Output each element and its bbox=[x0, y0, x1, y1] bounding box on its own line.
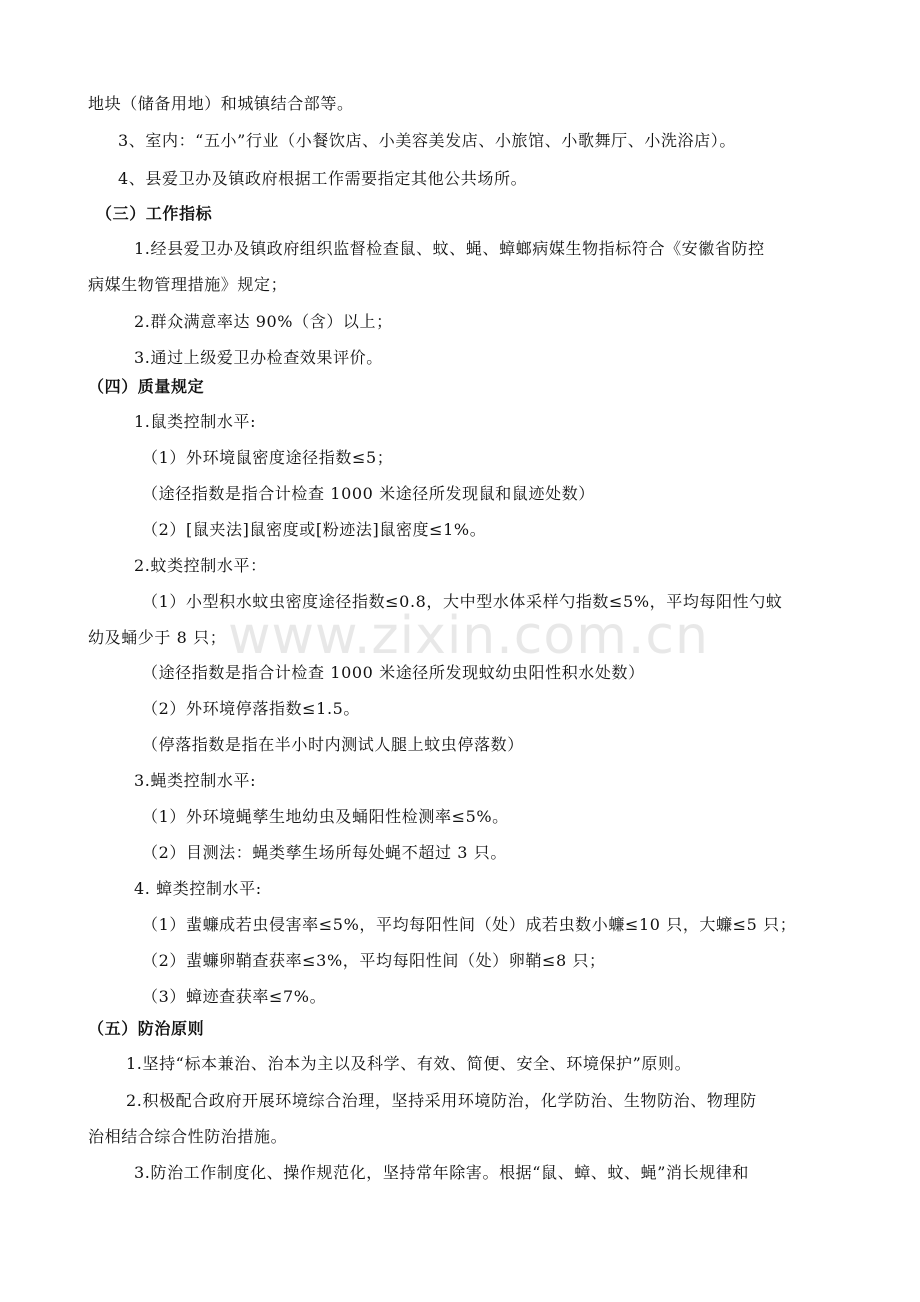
watermark: www.zixin.com.cn bbox=[228, 606, 709, 666]
section-heading: （四）质量规定 bbox=[88, 377, 205, 396]
text-line: 3、室内：“五小”行业（小餐饮店、小美容美发店、小旅馆、小歌舞厅、小洗浴店）。 bbox=[118, 131, 736, 150]
text-line: 1.坚持“标本兼治、治本为主以及科学、有效、简便、安全、环境保护”原则。 bbox=[126, 1054, 692, 1073]
text-line: （3）蟑迹查获率≤7%。 bbox=[142, 987, 327, 1006]
text-line: （途径指数是指合计检查 1000 米途径所发现鼠和鼠迹处数） bbox=[142, 484, 595, 503]
text-line: 2.蚊类控制水平： bbox=[134, 556, 267, 575]
section-heading: （三）工作指标 bbox=[96, 204, 213, 223]
text-line: 3.防治工作制度化、操作规范化，坚持常年除害。根据“鼠、蟑、蚊、蝇”消长规律和 bbox=[134, 1163, 750, 1182]
section-heading: （五）防治原则 bbox=[88, 1019, 205, 1038]
text-line: （2）[鼠夹法]鼠密度或[粉迹法]鼠密度≤1%。 bbox=[142, 520, 487, 539]
text-line: （途径指数是指合计检查 1000 米途径所发现蚊幼虫阳性积水处数） bbox=[142, 663, 645, 682]
text-line: 2.群众满意率达 90%（含）以上； bbox=[134, 312, 393, 331]
text-line: （1）小型积水蚊虫密度途径指数≤0.8，大中型水体采样勺指数≤5%，平均每阳性勺蚊 bbox=[142, 592, 783, 611]
text-line: 2.积极配合政府开展环境综合治理，坚持采用环境防治，化学防治、生物防治、物理防 bbox=[126, 1091, 757, 1110]
text-line: 4、县爱卫办及镇政府根据工作需要指定其他公共场所。 bbox=[118, 169, 528, 188]
text-line: 地块（储备用地）和城镇结合部等。 bbox=[88, 94, 354, 113]
text-line: 3.蝇类控制水平: bbox=[134, 771, 257, 790]
text-line: 幼及蛹少于 8 只； bbox=[88, 628, 227, 647]
text-line: （2）外环境停落指数≤1.5。 bbox=[142, 699, 361, 718]
text-line: （1）外环境蝇孳生地幼虫及蛹阳性检测率≤5%。 bbox=[142, 807, 509, 826]
text-line: 3.通过上级爱卫办检查效果评价。 bbox=[134, 348, 383, 367]
text-line: （2）蜚蠊卵鞘查获率≤3%，平均每阳性间（处）卵鞘≤8 只； bbox=[142, 951, 606, 970]
text-line: （2）目测法：蝇类孳生场所每处蝇不超过 3 只。 bbox=[142, 843, 507, 862]
text-line: （停落指数是指在半小时内测试人腿上蚊虫停落数） bbox=[142, 735, 524, 754]
text-line: 4. 蟑类控制水平: bbox=[134, 879, 262, 898]
text-line: 1.鼠类控制水平: bbox=[134, 412, 257, 431]
text-line: 治相结合综合性防治措施。 bbox=[88, 1127, 288, 1146]
text-line: 1.经县爱卫办及镇政府组织监督检查鼠、蚊、蝇、蟑螂病媒生物指标符合《安徽省防控 bbox=[134, 239, 765, 258]
text-line: （1）蜚蠊成若虫侵害率≤5%，平均每阳性间（处）成若虫数小蠊≤10 只，大蠊≤5 只； bbox=[142, 915, 797, 934]
text-line: （1）外环境鼠密度途径指数≤5； bbox=[142, 448, 394, 467]
text-line: 病媒生物管理措施》规定； bbox=[88, 275, 288, 294]
